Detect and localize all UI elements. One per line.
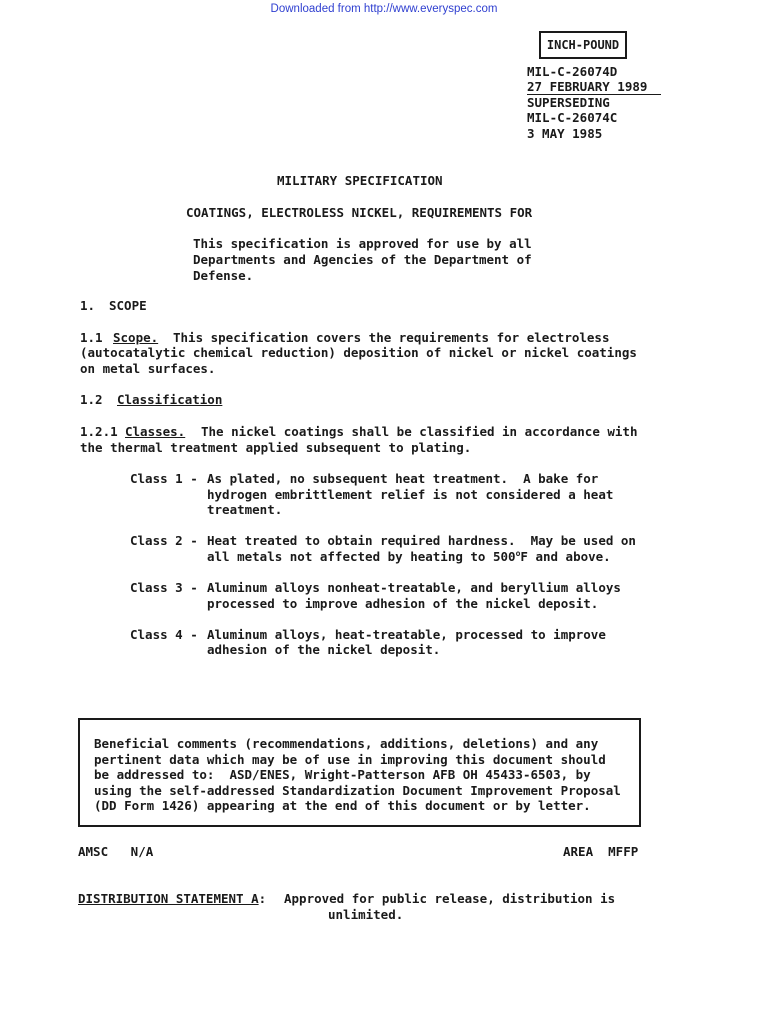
area-label: AREA MFFP [563,844,639,859]
section-1-2-number: 1.2 [80,392,103,407]
approval-line: Defense. [193,268,254,283]
class-label: Class 3 - [130,580,198,595]
class-description: Heat treated to obtain required hardness. May be used on [207,533,636,548]
section-1-2-title: Classification [117,392,223,407]
class-description: hydrogen embrittlement relief is not considered a heat [207,487,614,502]
approval-line: Departments and Agencies of the Department of [193,252,532,267]
class-2-text: F and above. [520,549,611,564]
distribution-label: DISTRIBUTION STATEMENT A [78,891,259,906]
download-source-link[interactable]: Downloaded from http://www.everyspec.com [270,3,498,15]
class-label: Class 4 - [130,627,198,642]
section-1-1-text: on metal surfaces. [80,361,216,376]
degree-superscript: o [515,549,521,558]
section-1-1-number: 1.1 [80,330,103,345]
document-date: 27 FEBRUARY 1989 [527,79,648,94]
section-1-2-1-number: 1.2.1 [80,424,118,439]
comments-notice-box [78,718,641,827]
class-description [207,549,611,565]
superseded-number: MIL-C-26074C [527,110,618,125]
document-number: MIL-C-26074D [527,64,618,79]
class-description: Aluminum alloys nonheat-treatable, and beryllium alloys [207,580,621,595]
class-description: Aluminum alloys, heat-treatable, processed to improve [207,627,606,642]
section-1-2-1-text: the thermal treatment applied subsequent to plating. [80,440,472,455]
notice-line: be addressed to: ASD/ENES, Wright-Patterson AFB OH 45433-6503, by [94,767,591,782]
superseded-date: 3 MAY 1985 [527,126,603,141]
section-1-2-1-title: Classes. [125,424,186,439]
inch-pound-badge: INCH-POUND [539,31,627,59]
distribution-colon: : [258,891,267,906]
class-label: Class 2 - [130,533,198,548]
notice-line: using the self-addressed Standardization Document Improvement Proposal [94,782,621,798]
notice-line: pertinent data which may be of use in improving this document should [94,751,606,767]
section-1-2-1-text: The nickel coatings shall be classified in accordance with [201,424,638,439]
section-1-1-title: Scope. [113,330,159,345]
class-description: treatment. [207,502,283,517]
class-description: As plated, no subsequent heat treatment. A bake for [207,471,599,486]
approval-line: This specification is approved for use by all [193,236,532,251]
section-1-1-text: This specification covers the requirements for electroless [173,330,610,345]
class-label: Class 1 - [130,471,198,486]
class-description: processed to improve adhesion of the nickel deposit. [207,596,599,611]
class-2-text: all metals not affected by heating to 500 [207,549,516,564]
section-1-heading: SCOPE [109,298,147,313]
distribution-text: unlimited. [328,907,404,922]
superseding-label: SUPERSEDING [527,95,610,110]
class-description: adhesion of the nickel deposit. [207,642,441,657]
distribution-statement [78,891,266,907]
distribution-text: Approved for public release, distribution is [284,891,616,906]
notice-line: (DD Form 1426) appearing at the end of this document or by letter. [94,798,591,813]
spec-subject-title: COATINGS, ELECTROLESS NICKEL, REQUIREMENTS FOR [186,205,533,220]
notice-text [94,736,621,814]
section-1-number: 1. [80,298,96,313]
spec-type-heading: MILITARY SPECIFICATION [277,173,443,188]
notice-line: Beneficial comments (recommendations, additions, deletions) and any [94,736,599,751]
amsc-label: AMSC N/A [78,844,154,859]
section-1-1-text: (autocatalytic chemical reduction) deposition of nickel or nickel coatings [80,345,637,360]
